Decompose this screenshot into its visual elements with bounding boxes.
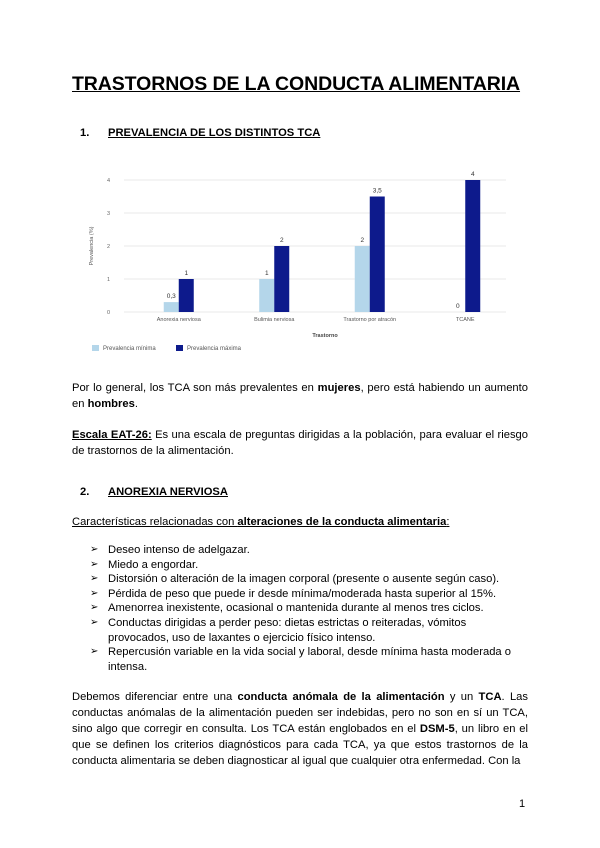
legend-swatch: [92, 345, 99, 351]
section-2-heading: [80, 486, 228, 498]
bar: [355, 246, 370, 312]
section-2-title: ANOREXIA NERVIOSA: [108, 486, 228, 498]
x-tick-label: Trastorno por atracón: [343, 317, 397, 323]
document-title: TRASTORNOS DE LA CONDUCTA ALIMENTARIA: [72, 73, 521, 95]
data-label: 3,5: [372, 187, 382, 195]
page-number: 1: [519, 798, 526, 810]
bar: [164, 302, 179, 312]
data-label: 2: [279, 237, 284, 244]
list-item: ➢ Conductas dirigidas a perder peso: dietas estrictas o reiteradas, vómitos provocados, uso de laxantes o ejercicio físico intenso.: [90, 616, 467, 644]
list-item: ➢ Pérdida de peso que puede ir desde mínima/moderada hasta superior al 15%.: [90, 587, 497, 600]
text-run: y un: [444, 691, 479, 703]
list-item: ➢ Distorsión o alteración de la imagen corporal (presente o ausente según caso).: [90, 573, 500, 586]
y-tick-label: 1: [106, 277, 110, 283]
data-label: 0,3: [166, 293, 176, 301]
section-1-number: 1.: [80, 127, 90, 139]
arrow-bullet-icon: ➢: [90, 616, 99, 628]
x-tick-label: TCANE: [455, 317, 475, 323]
emphasis-hombres: hombres: [87, 398, 135, 410]
bar: [259, 279, 274, 312]
emphasis-mujeres: mujeres: [317, 382, 361, 394]
arrow-bullet-icon: ➢: [90, 558, 99, 570]
emphasis-dsm5: DSM-5: [419, 723, 455, 735]
list-item: ➢ Miedo a engordar.: [90, 558, 199, 571]
list-item: ➢ Repercusión variable en la vida social y laboral, desde mínima hasta moderada o intensa.: [90, 646, 511, 673]
x-axis-label: Trastorno: [312, 333, 338, 339]
text-run: . Las conductas anómalas de la alimentación pueden ser indebidas, pero no son en sí un TCA, sino algo que corregir en consulta. Los TCA están englobados en el: [72, 691, 528, 735]
legend-swatch: [176, 345, 183, 351]
paragraph-eat26: [72, 427, 528, 459]
data-label: 4: [470, 171, 475, 178]
emphasis-alteraciones: alteraciones de la conducta alimentaria: [237, 516, 447, 528]
eat26-label: Escala EAT-26:: [72, 429, 152, 441]
list-item: ➢ Deseo intenso de adelgazar.: [90, 544, 250, 556]
emphasis-conducta-anomala: conducta anómala de la alimentación: [237, 691, 445, 703]
paragraph-prevalence: [72, 380, 528, 412]
data-label: 0: [455, 303, 460, 310]
arrow-bullet-icon: ➢: [90, 646, 99, 658]
x-tick-label: Bulimia nerviosa: [254, 317, 295, 323]
section-1-title: PREVALENCIA DE LOS DISTINTOS TCA: [108, 127, 321, 139]
list-item: ➢ Amenorrea inexistente, ocasional o mantenida durante al menos tres ciclos.: [90, 602, 484, 615]
arrow-bullet-icon: ➢: [90, 602, 99, 614]
y-tick-label: 0: [106, 310, 110, 316]
features-heading: [72, 514, 528, 530]
features-list: [90, 543, 530, 674]
text-run: , un libro en el que se definen los criterios diagnósticos para cada TCA, ya que estos trastornos de la conducta alimentaria se deben diagnosticar al igual que cualquier otra enfermedad. Con la: [72, 723, 529, 767]
bar: [274, 246, 289, 312]
legend-label: Prevalencia mínima: [103, 346, 156, 352]
data-label: 2: [360, 237, 365, 244]
emphasis-tca: TCA: [478, 691, 502, 703]
text-run: , pero está habiendo un aumento en: [72, 382, 528, 410]
prevalence-bar-chart: [84, 160, 514, 365]
data-label: 1: [184, 270, 189, 277]
arrow-bullet-icon: ➢: [90, 544, 99, 555]
y-axis-label: Prevalencia (%): [89, 226, 95, 266]
data-label: 1: [264, 270, 269, 277]
arrow-bullet-icon: ➢: [90, 587, 99, 599]
x-tick-label: Anorexia nerviosa: [156, 317, 201, 323]
bar: [465, 180, 480, 312]
section-2-number: 2.: [80, 486, 90, 498]
text-run: .: [134, 398, 138, 410]
legend-label: Prevalencia máxima: [187, 346, 242, 352]
y-tick-label: 4: [106, 178, 110, 184]
bar: [179, 279, 194, 312]
text-run: Debemos diferenciar entre una: [72, 691, 238, 703]
section-1-heading: [80, 127, 320, 139]
text-run: :: [446, 516, 450, 528]
arrow-bullet-icon: ➢: [90, 573, 99, 585]
text-run: Por lo general, los TCA son más prevalentes en: [72, 382, 318, 394]
eat26-text: Es una escala de preguntas dirigidas a la población, para evaluar el riesgo de trastornos de la alimentación.: [72, 429, 529, 457]
paragraph-dsm5: [72, 689, 528, 769]
bar: [370, 197, 385, 313]
y-tick-label: 3: [106, 211, 110, 217]
text-run: Características relacionadas con: [72, 516, 238, 528]
y-tick-label: 2: [106, 244, 110, 250]
